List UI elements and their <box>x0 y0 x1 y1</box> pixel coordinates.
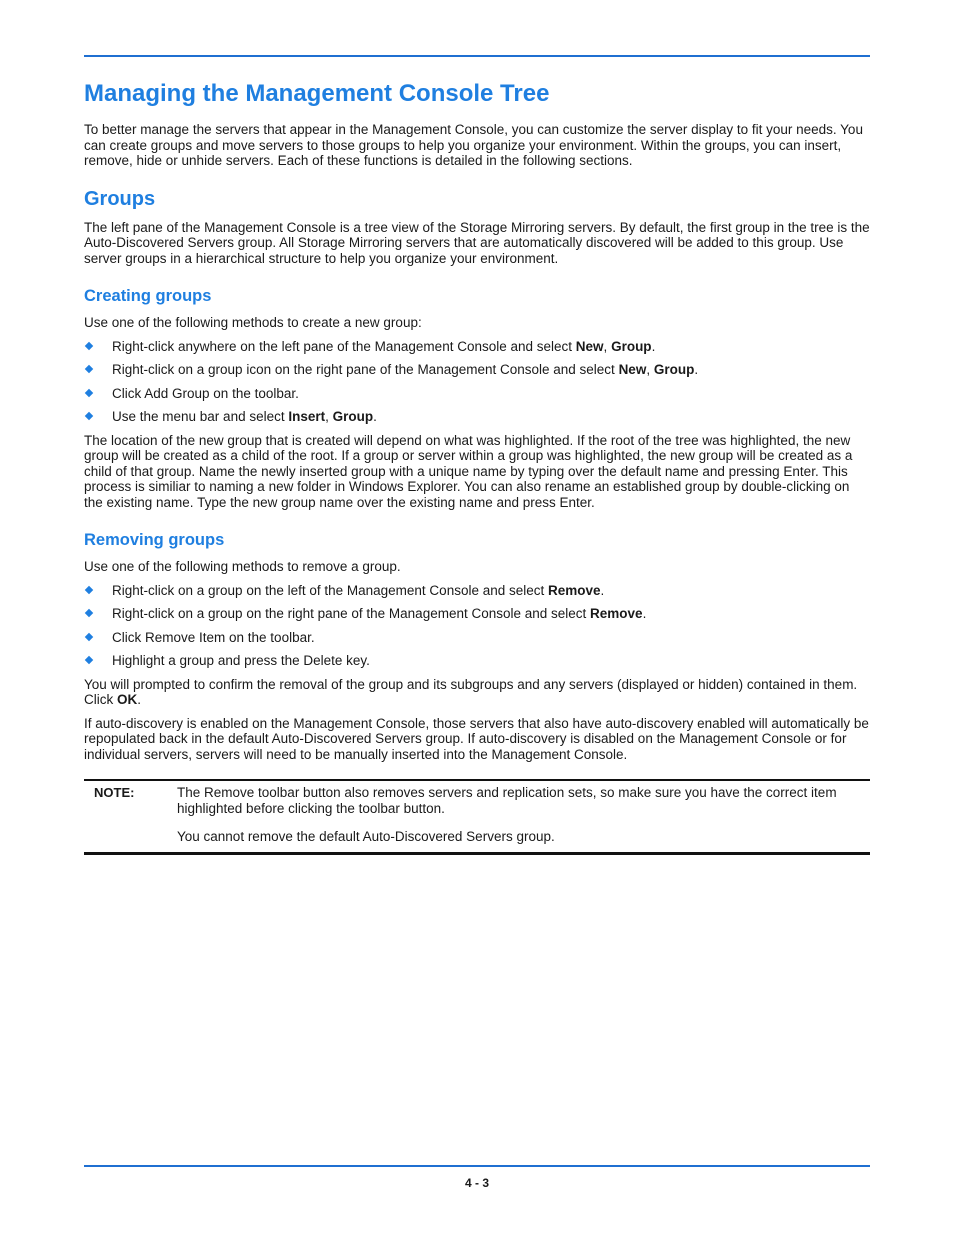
creating-bullet-list <box>84 339 870 425</box>
diamond-bullet-icon <box>85 365 93 373</box>
note-line-2: You cannot remove the default Auto-Discovered Servers group. <box>177 829 555 844</box>
groups-paragraph: The left pane of the Management Console is a tree view of the Storage Mirroring servers. By default, the first group in the tree is the Auto-Discovered Servers group. All Storage Mirroring servers that are automatically discovered will be added to this group. Use server groups in a hierarchical structure to help you organize your environment. <box>84 219 870 266</box>
diamond-bullet-icon <box>85 656 93 664</box>
removing-bullet-list <box>84 583 870 669</box>
creating-lead: Use one of the following methods to create a new group: <box>84 315 422 330</box>
creating-paragraph: The location of the new group that is created will depend on what was highlighted. If the root of the tree was highlighted, the new group will be created as a child of the root. If a group or server within a group was highlighted, the new group will be created as a child of that group. Name the newly inserted group with a unique name by typing over the default name and pressing Enter. This process is similiar to naming a new folder in Windows Explorer. You can also rename an established group by double-clicking on the existing name. Type the new group name over the existing name and press Enter. <box>84 432 853 510</box>
autodiscovery-paragraph: If auto-discovery is enabled on the Management Console, those servers that also have auto-discovery enabled will automatically be repopulated back in the default Auto-Discovered Servers group. If auto-discovery is disabled on the Management Console or for individual servers, servers will need to be manually inserted into the Management Console. <box>84 715 869 762</box>
page-content <box>84 78 870 855</box>
list-item: Right-click on a group on the right pane of the Management Console and select Remove. <box>84 606 870 622</box>
list-item: Click Remove Item on the toolbar. <box>84 630 870 646</box>
page-number: 4 - 3 <box>464 1176 489 1190</box>
note-line-1: The Remove toolbar button also removes servers and replication sets, so make sure you have the correct item highlighted before clicking the toolbar button. <box>177 785 837 816</box>
list-item: Right-click on a group on the left of the Management Console and select Remove. <box>84 583 870 599</box>
diamond-bullet-icon <box>85 609 93 617</box>
note-body <box>177 785 870 845</box>
page-title: Managing the Management Console Tree <box>84 80 550 107</box>
diamond-bullet-icon <box>85 632 93 640</box>
diamond-bullet-icon <box>85 412 93 420</box>
diamond-bullet-icon <box>85 585 93 593</box>
list-item: Highlight a group and press the Delete key. <box>84 653 870 669</box>
list-item: Right-click on a group icon on the right pane of the Management Console and select New, Group. <box>84 362 870 378</box>
header-rule <box>84 55 870 57</box>
note-box <box>84 779 870 855</box>
intro-paragraph: To better manage the servers that appear in the Management Console, you can customize the server display to fit your needs. You can create groups and move servers to those groups to help you organize your environment. Within the groups, you can insert, remove, hide or unhide servers. Each of these functions is detailed in the following sections. <box>84 122 863 168</box>
list-item: Click Add Group on the toolbar. <box>84 386 870 402</box>
creating-groups-heading: Creating groups <box>84 287 212 305</box>
list-item: Right-click anywhere on the left pane of the Management Console and select New, Group. <box>84 339 870 355</box>
diamond-bullet-icon <box>85 341 93 349</box>
removing-lead: Use one of the following methods to remove a group. <box>84 559 401 574</box>
list-item: Use the menu bar and select Insert, Group. <box>84 409 870 425</box>
note-label: NOTE: <box>94 785 135 800</box>
confirm-paragraph: You will prompted to confirm the removal of the group and its subgroups and any servers (displayed or hidden) contained in them. Click OK. <box>84 676 858 707</box>
footer-rule <box>84 1165 870 1167</box>
groups-heading: Groups <box>84 187 156 210</box>
diamond-bullet-icon <box>85 388 93 396</box>
removing-groups-heading: Removing groups <box>84 531 225 549</box>
